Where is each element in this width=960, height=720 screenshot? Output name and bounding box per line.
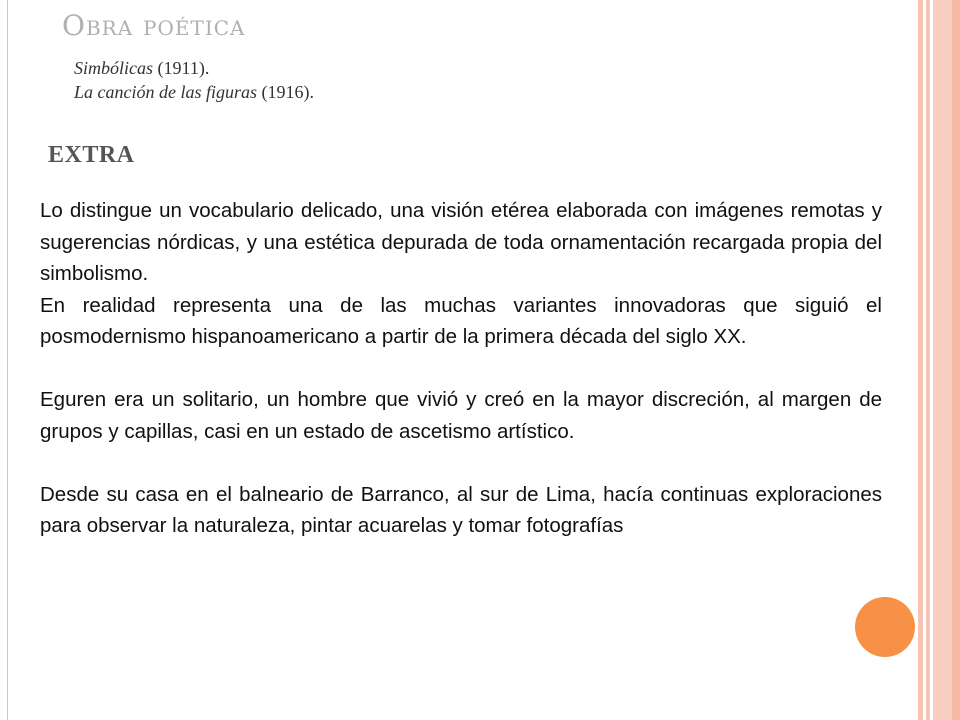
paragraph: Desde su casa en el balneario de Barranco, al sur de Lima, hacía continuas exploraciones para observar la naturaleza, pintar acuarelas y tomar fotografías xyxy=(40,482,882,537)
decorative-stripe-band xyxy=(918,0,960,720)
work-title: La canción de las figuras xyxy=(74,82,257,102)
paragraph: En realidad representa una de las muchas variantes innovadoras que siguió el posmodernismo hispanoamericano a partir de la primera década del siglo XX. xyxy=(40,293,882,348)
work-title: Simbólicas xyxy=(74,58,153,78)
body-text xyxy=(40,195,882,542)
paragraph: Lo distingue un vocabulario delicado, una visión etérea elaborada con imágenes remotas y sugerencias nórdicas, y una estética depurada de toda ornamentación recargada propia del simbolismo. xyxy=(40,199,882,285)
work-year: (1916). xyxy=(257,82,314,102)
works-list xyxy=(74,56,314,104)
left-margin-rule xyxy=(7,0,8,720)
work-item xyxy=(74,56,314,80)
orange-circle-decoration xyxy=(855,597,915,657)
section-heading: EXTRA xyxy=(48,142,135,168)
slide-title: Obra poética xyxy=(62,9,246,42)
work-year: (1911). xyxy=(153,58,210,78)
work-item xyxy=(74,80,314,104)
paragraph: Eguren era un solitario, un hombre que vivió y creó en la mayor discreción, al margen de grupos y capillas, casi en un estado de ascetismo artístico. xyxy=(40,388,882,443)
